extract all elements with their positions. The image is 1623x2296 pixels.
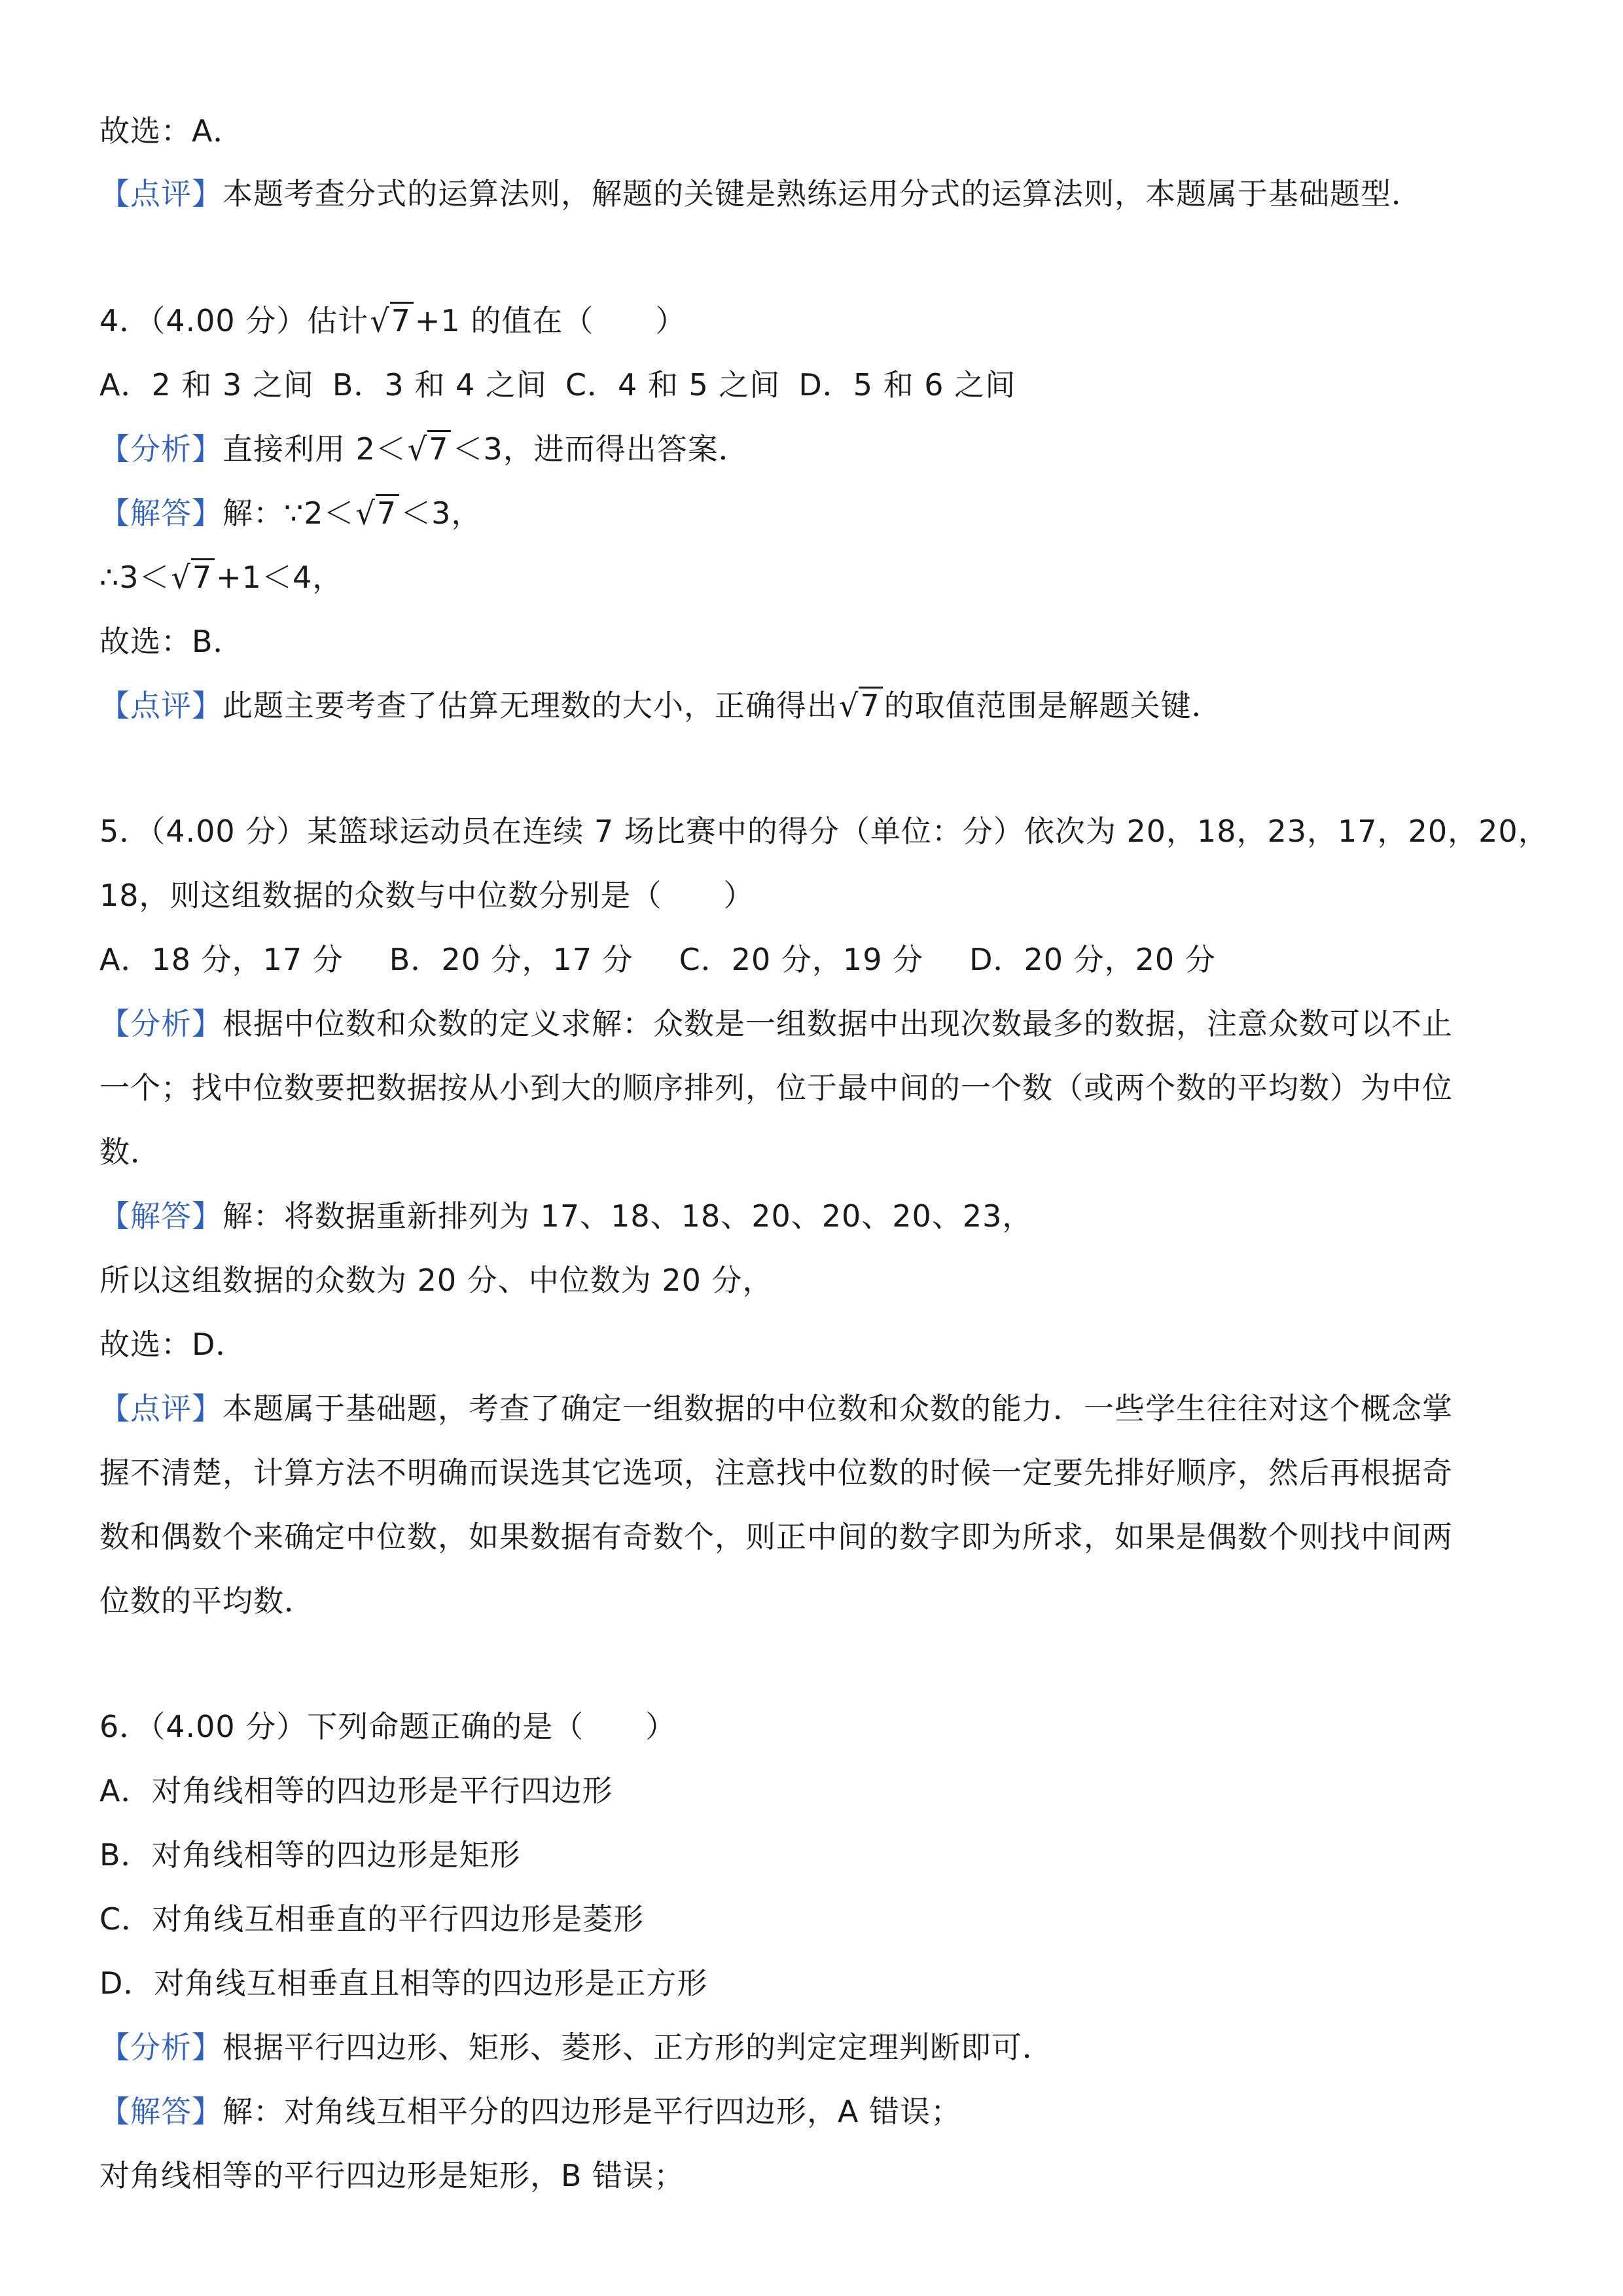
q3-review-line [99, 174, 1422, 213]
q4-options [99, 365, 1016, 404]
q5-stem-line2: 18，则这组数据的众数与中位数分别是（ ） [99, 878, 755, 913]
q5-stem-line1: 5．（4.00 分）某篮球运动员在连续 7 场比赛中的得分（单位：分）依次为 20，18，23，17，20，20， [99, 814, 1549, 849]
option-c: C．20 分，19 分 [679, 942, 924, 977]
q5-solution-line2: 所以这组数据的众数为 20 分、中位数为 20 分， [99, 1263, 774, 1298]
q4-answer [99, 622, 244, 661]
q4-solution: 【解答】解：∵2＜√7 ＜3， [99, 494, 482, 532]
answer-text: 故选：B． [99, 624, 244, 659]
review-tag: 【点评】 [99, 1391, 223, 1426]
q3-answer-line [99, 111, 243, 151]
q5-review-line1: 【点评】本题属于基础题，考查了确定一组数据的中位数和众数的能力．一些学生往往对这个概念掌 [99, 1391, 1453, 1426]
q6-solution-line1: 【解答】解：对角线互相平分的四边形是平行四边形，A 错误； [99, 2094, 962, 2129]
q6-stem: 6．（4.00 分）下列命题正确的是（ ） [99, 1709, 677, 1744]
answer-text: 故选：D． [99, 1327, 247, 1362]
option-c: C．4 和 5 之间 [565, 367, 781, 403]
q6-option-c: C．对角线互相垂直的平行四边形是菱形 [99, 1901, 645, 1937]
sqrt-symbol: √7 [839, 686, 883, 725]
solution-tag: 【解答】 [99, 2094, 223, 2129]
stem-prefix: 4．（4.00 分）估计 [99, 303, 369, 338]
stem-suffix: +1 的值在（ ） [414, 303, 687, 338]
q4-review: 【点评】此题主要考查了估算无理数的大小，正确得出√7 的取值范围是解题关键． [99, 687, 1222, 725]
q6-option-a: A．对角线相等的四边形是平行四边形 [99, 1773, 613, 1808]
sqrt-symbol: √7 [370, 301, 414, 340]
review-tag: 【点评】 [99, 688, 223, 723]
solution-tag: 【解答】 [99, 1198, 223, 1234]
review-tag: 【点评】 [99, 176, 223, 211]
q4-stem [99, 301, 686, 340]
analysis-tag: 【分析】 [99, 431, 223, 467]
option-a: A．2 和 3 之间 [99, 367, 314, 403]
q4-analysis: 【分析】直接利用 2＜√7 ＜3，进而得出答案． [99, 430, 749, 468]
q6-solution-line2: 对角线相等的平行四边形是矩形，B 错误； [99, 2158, 685, 2193]
q5-review-line4: 位数的平均数． [99, 1583, 315, 1619]
sqrt-symbol: √7 [171, 558, 215, 597]
solution-tag: 【解答】 [99, 495, 223, 531]
option-d: D．5 和 6 之间 [798, 367, 1016, 403]
review-text: 本题考查分式的运算法则，解题的关键是熟练运用分式的运算法则，本题属于基础题型． [223, 176, 1422, 211]
q6-analysis: 【分析】根据平行四边形、矩形、菱形、正方形的判定定理判断即可． [99, 2030, 1053, 2065]
answer-text: 故选：A． [99, 113, 244, 149]
q5-analysis-line3: 数． [99, 1134, 161, 1170]
option-d: D．20 分，20 分 [969, 942, 1216, 977]
q5-review-line3: 数和偶数个来确定中位数，如果数据有奇数个，则正中间的数字即为所求，如果是偶数个则找中间两 [99, 1519, 1453, 1554]
q5-analysis-line2: 一个；找中位数要把数据按从小到大的顺序排列，位于最中间的一个数（或两个数的平均数）为中位 [99, 1070, 1453, 1105]
q5-options [99, 940, 1216, 979]
sqrt-symbol: √7 [408, 429, 452, 469]
q4-solution-line2: ∴3＜√7 +1＜4， [99, 558, 344, 596]
option-b: B．3 和 4 之间 [332, 367, 547, 403]
option-b: B．20 分，17 分 [389, 942, 633, 977]
option-a: A．18 分，17 分 [99, 942, 344, 977]
analysis-tag: 【分析】 [99, 2030, 223, 2065]
q5-solution-line1: 【解答】解：将数据重新排列为 17、18、18、20、20、20、23， [99, 1198, 1033, 1234]
q6-option-b: B．对角线相等的四边形是矩形 [99, 1837, 521, 1873]
q5-answer [99, 1325, 246, 1364]
q5-analysis-line1: 【分析】根据中位数和众数的定义求解：众数是一组数据中出现次数最多的数据，注意众数可以不止 [99, 1006, 1453, 1041]
sqrt-symbol: √7 [356, 493, 400, 533]
analysis-tag: 【分析】 [99, 1006, 223, 1041]
q6-option-d: D．对角线互相垂直且相等的四边形是正方形 [99, 1965, 708, 2001]
q5-review-line2: 握不清楚，计算方法不明确而误选其它选项，注意找中位数的时候一定要先排好顺序，然后再根据奇 [99, 1455, 1453, 1490]
